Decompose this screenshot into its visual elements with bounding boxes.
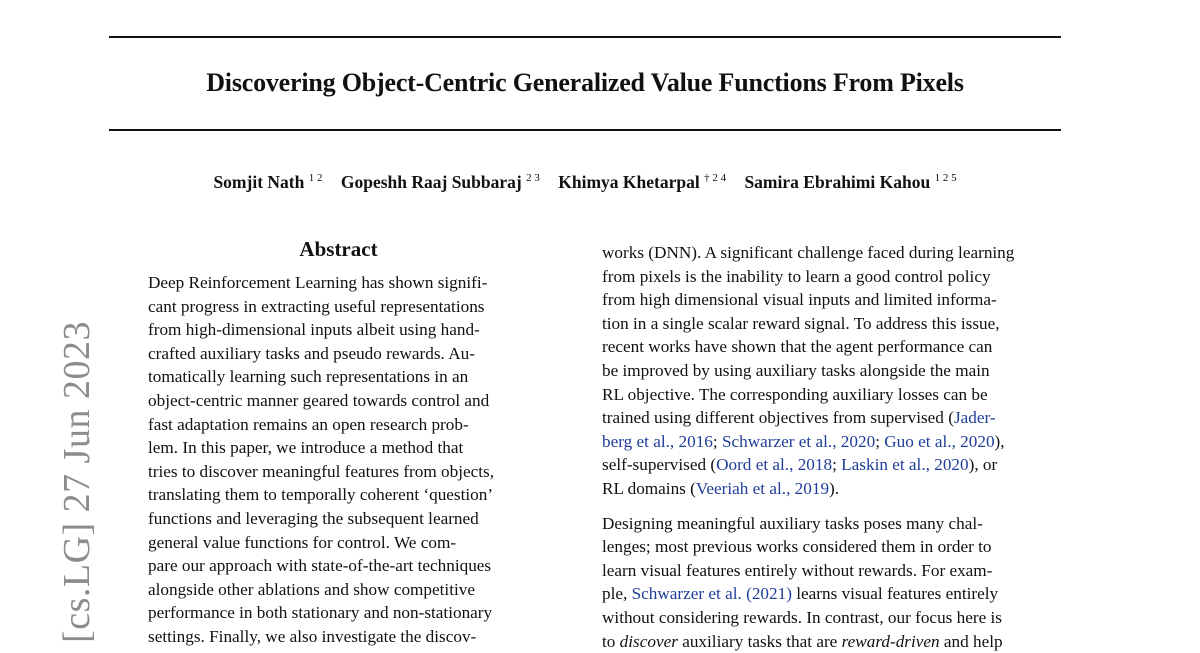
paragraph-gap (602, 501, 1062, 512)
author-name: Gopeshh Raaj Subbaraj (341, 172, 522, 192)
body-line: lenges; most previous works considered them in order to (602, 535, 1062, 559)
citation-link[interactable]: Jader- (954, 408, 996, 427)
citation-link[interactable]: Laskin et al., 2020 (841, 455, 968, 474)
emphasis-text: discover (620, 632, 678, 651)
citation-link[interactable]: Schwarzer et al., 2020 (722, 432, 875, 451)
author-list (109, 172, 1061, 193)
abstract-line: tomatically learning such representations in an (148, 365, 608, 389)
author-affiliation: 1 2 5 (935, 172, 957, 184)
body-text: ple, (602, 584, 632, 603)
citation-link[interactable]: Schwarzer et al. (2021) (632, 584, 792, 603)
body-text: self-supervised ( (602, 455, 716, 474)
citation-link[interactable]: Guo et al., 2020 (884, 432, 994, 451)
citation-separator: ; (875, 432, 884, 451)
abstract-line: general value functions for control. We com- (148, 531, 608, 555)
body-text: ), (995, 432, 1005, 451)
body-text: ), or (969, 455, 998, 474)
citation-separator: ; (832, 455, 841, 474)
abstract-line: crafted auxiliary tasks and pseudo rewards. Au- (148, 342, 608, 366)
body-line (602, 406, 1062, 430)
citation-link[interactable]: berg et al., 2016 (602, 432, 713, 451)
author-affiliation: † 2 4 (704, 172, 726, 184)
abstract-line: cant progress in extracting useful representations (148, 295, 608, 319)
arxiv-stamp: [cs.LG] 27 Jun 2023 (55, 321, 99, 643)
abstract-line: object-centric manner geared towards control and (148, 389, 608, 413)
abstract-body (148, 271, 608, 649)
body-line: tion in a single scalar reward signal. To address this issue, (602, 312, 1062, 336)
title-top-rule (109, 36, 1061, 38)
abstract-line: fast adaptation remains an open research prob- (148, 413, 608, 437)
abstract-line: alongside other ablations and show competitive (148, 578, 608, 602)
citation-link[interactable]: Oord et al., 2018 (716, 455, 832, 474)
body-line: be improved by using auxiliary tasks alongside the main (602, 359, 1062, 383)
body-text: learns visual features entirely (792, 584, 998, 603)
author-affiliation: 1 2 (309, 172, 323, 184)
abstract-line: Deep Reinforcement Learning has shown signifi- (148, 271, 608, 295)
body-line: recent works have shown that the agent performance can (602, 335, 1062, 359)
abstract-line: settings. Finally, we also investigate the discov- (148, 625, 608, 649)
author (213, 172, 322, 192)
author-name: Somjit Nath (213, 172, 304, 192)
body-line: works (DNN). A significant challenge faced during learning (602, 241, 1062, 265)
body-line: learn visual features entirely without rewards. For exam- (602, 559, 1062, 583)
intro-body (602, 241, 1062, 653)
author (558, 172, 726, 192)
body-text: to (602, 632, 620, 651)
body-line: RL objective. The corresponding auxiliary losses can be (602, 383, 1062, 407)
body-text: ). (829, 479, 839, 498)
body-line: from pixels is the inability to learn a good control policy (602, 265, 1062, 289)
body-line (602, 630, 1062, 653)
title-bottom-rule (109, 129, 1061, 131)
body-text: and help (940, 632, 1003, 651)
emphasis-text: reward-driven (842, 632, 940, 651)
abstract-line: from high-dimensional inputs albeit using hand- (148, 318, 608, 342)
citation-link[interactable]: Veeriah et al., 2019 (696, 479, 829, 498)
body-line: Designing meaningful auxiliary tasks poses many chal- (602, 512, 1062, 536)
abstract-line: pare our approach with state-of-the-art techniques (148, 554, 608, 578)
body-line (602, 477, 1062, 501)
abstract-line: performance in both stationary and non-stationary (148, 601, 608, 625)
author (341, 172, 540, 192)
author (744, 172, 956, 192)
abstract-line: translating them to temporally coherent ‘question’ (148, 483, 608, 507)
citation-separator: ; (713, 432, 722, 451)
body-text: RL domains ( (602, 479, 696, 498)
body-text: auxiliary tasks that are (678, 632, 842, 651)
body-line (602, 453, 1062, 477)
author-affiliation: 2 3 (526, 172, 540, 184)
body-line (602, 430, 1062, 454)
body-line: from high dimensional visual inputs and limited informa- (602, 288, 1062, 312)
body-text: trained using different objectives from supervised ( (602, 408, 954, 427)
paper-title: Discovering Object-Centric Generalized Value Functions From Pixels (109, 68, 1061, 98)
body-line (602, 582, 1062, 606)
abstract-heading: Abstract (148, 237, 529, 262)
author-name: Khimya Khetarpal (558, 172, 699, 192)
abstract-line: functions and leveraging the subsequent learned (148, 507, 608, 531)
abstract-line: lem. In this paper, we introduce a method that (148, 436, 608, 460)
abstract-line: tries to discover meaningful features from objects, (148, 460, 608, 484)
author-name: Samira Ebrahimi Kahou (744, 172, 930, 192)
body-line: without considering rewards. In contrast, our focus here is (602, 606, 1062, 630)
